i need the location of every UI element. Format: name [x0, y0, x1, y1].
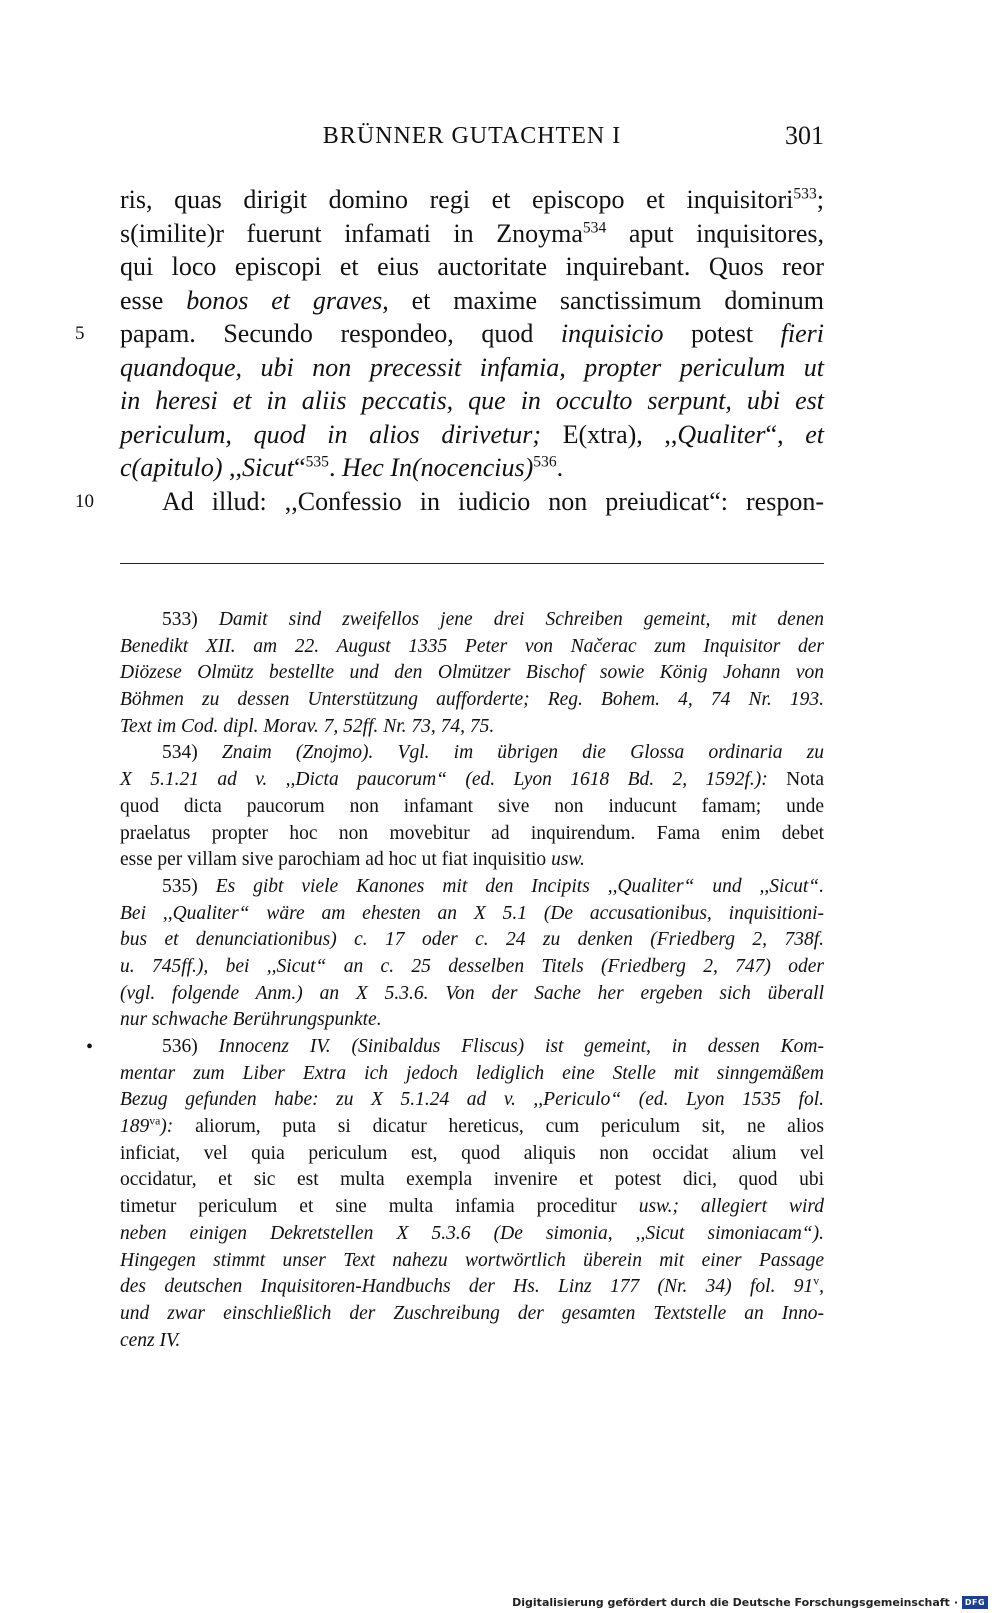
footnote-line	[86, 1034, 824, 1061]
line-number: 10	[75, 490, 94, 512]
italic-run: (vgl. folgende Anm.) an X 5.3.6. Von der Sache her ergeben sich überall	[120, 982, 824, 1004]
italic-run: mentar zum Liber Extra ich jedoch lediglich eine Stelle mit sinngemäßem	[120, 1062, 824, 1084]
italic-run: nur schwache Berührungspunkte.	[120, 1009, 382, 1031]
page-number: 301	[785, 121, 824, 150]
text-run: s(imilite)r fuerunt infamati in Znoyma	[120, 218, 583, 248]
superscript: va	[149, 1114, 161, 1128]
footnote-line	[120, 1301, 824, 1328]
text-run: timetur periculum et sine multa infamia proceditur	[120, 1196, 639, 1218]
italic-run: Znaim (Znojmo). Vgl. im übrigen die Glossa ordinaria zu	[221, 742, 824, 764]
footnote-line	[120, 1141, 824, 1168]
footnote-line	[120, 660, 824, 687]
italic-run: Hingegen stimmt unser Text nahezu wortwörtlich überein mit einer Passage	[120, 1249, 824, 1271]
italic-run: u. 745ff.), bei ,,Sicut“ an c. 25 desselben Titels (Friedberg 2, 747) oder	[120, 955, 824, 977]
italic-run: Benedikt XII. am 22. August 1335 Peter von Načerac zum Inquisitor der	[120, 635, 824, 657]
italic-run: cenz IV.	[120, 1329, 181, 1351]
text-line	[120, 418, 824, 452]
footnote-ref: 536	[533, 453, 557, 471]
text-run: 534)	[162, 742, 222, 764]
footnote-line	[120, 927, 824, 954]
italic-run: Damit sind zweifellos jene drei Schreiben gemeint, mit denen	[218, 609, 824, 630]
italic-run: ,	[819, 1276, 824, 1298]
italic-run: fieri	[780, 319, 824, 348]
text-run: .	[556, 453, 564, 482]
footnote-line	[120, 847, 824, 874]
italic-run: 189	[120, 1116, 150, 1138]
dfg-logo-icon: DFG	[962, 1596, 988, 1609]
superscript: v	[813, 1274, 820, 1288]
text-line	[120, 451, 824, 485]
italic-run: in heresi et in aliis peccatis, que in occulto serpunt, ubi est	[120, 386, 824, 415]
italic-run: Hec In(nocencius)	[341, 453, 534, 482]
text-run: Nota	[767, 769, 825, 791]
text-run: quod dicta paucorum non infamant sive non inducunt famam; unde	[120, 795, 824, 817]
italic-run: Bezug gefunden habe: zu X 5.1.24 ad v. ,,Periculo“ (ed. Lyon 1535 fol.	[120, 1089, 824, 1111]
text-run: , et maxime sanctissimum dominum	[382, 285, 824, 315]
text-run: inficiat, vel quia periculum est, quod aliquis non occidat alium vel	[120, 1142, 824, 1164]
italic-run: Innocenz IV. (Sinibaldus Fliscus) ist gemeint, in dessen Kom-	[218, 1036, 824, 1057]
text-line	[120, 183, 824, 217]
text-run: “	[294, 453, 306, 482]
footnotes	[86, 607, 825, 1354]
credit-text: Digitalisierung gefördert durch die Deutsche Forschungsgemeinschaft	[512, 1596, 950, 1609]
footnote-line	[120, 1087, 824, 1114]
text-run: esse	[120, 285, 187, 315]
text-run: ris, quas dirigit domino regi et episcopo et inquisitori	[120, 185, 794, 214]
italic-run: Text im Cod. dipl. Morav. 7, 52ff. Nr. 73, 74, 75.	[120, 715, 495, 737]
page-header	[120, 116, 824, 156]
text-line	[75, 317, 824, 351]
footnote-line	[120, 794, 824, 821]
italic-run: des deutschen Inquisitoren-Handbuchs der Hs. Linz 177 (Nr. 34) fol. 91	[120, 1276, 814, 1298]
footnote-line	[120, 1194, 824, 1221]
italic-run: c(apitulo) ,,Sicut	[120, 453, 295, 482]
italic-run: usw.; allegiert wird	[638, 1196, 825, 1218]
footnote-line	[120, 740, 824, 767]
footnote-line	[120, 714, 824, 741]
text-run: “,	[765, 419, 806, 449]
text-run: 536)	[162, 1036, 219, 1057]
italic-run: und zwar einschließlich der Zuschreibung der gesamten Textstelle an Inno-	[120, 1302, 824, 1324]
footnote-line	[120, 634, 824, 661]
italic-run: ):	[160, 1116, 174, 1138]
footnote-line	[120, 1167, 824, 1194]
text-run: Ad illud: ,,Confessio in iudicio non preiudicat“: respon-	[162, 486, 824, 516]
footnote-ref: 533	[793, 185, 817, 203]
footnote-line	[120, 1061, 824, 1088]
italic-run: neben einigen Dekretstellen X 5.3.6 (De simonia, ,,Sicut simoniacam“).	[120, 1222, 824, 1244]
credit-separator: ·	[953, 1596, 958, 1609]
italic-run: quandoque, ubi non precessit infamia, propter periculum ut	[120, 352, 824, 382]
italic-run: inquisicio	[560, 319, 664, 348]
text-run: E(xtra), ,,	[540, 419, 678, 449]
footnote-line	[120, 767, 824, 794]
footnote-separator	[120, 563, 824, 564]
italic-run: Es gibt viele Kanones mit den Incipits ,,Qualiter“ und ,,Sicut“.	[215, 875, 824, 897]
italic-run: et	[805, 419, 824, 449]
running-title: BRÜNNER GUTACHTEN I	[322, 123, 622, 149]
footnote-line	[120, 1007, 824, 1034]
text-run: praelatus propter hoc non movebitur ad inquirendum. Fama enim debet	[120, 822, 824, 844]
main-text	[75, 183, 824, 518]
text-run: papam. Secundo respondeo, quod	[120, 319, 561, 348]
footnote-line	[120, 901, 824, 928]
text-run: ;	[816, 185, 824, 214]
footnote-line	[120, 607, 824, 634]
margin-dot: •	[86, 1036, 94, 1058]
italic-run: X 5.1.21 ad v. ,,Dicta paucorum“ (ed. Lyon 1618 Bd. 2, 1592f.):	[120, 769, 768, 791]
italic-run: Bei ,,Qualiter“ wäre am ehesten an X 5.1 (De accusationibus, inquisitioni-	[120, 902, 824, 924]
text-run: 533)	[162, 609, 219, 630]
italic-run: Böhmen zu dessen Unterstützung aufforderte; Reg. Bohem. 4, 74 Nr. 193.	[120, 689, 824, 711]
text-line	[120, 384, 824, 418]
text-line	[120, 284, 824, 318]
footnote-ref: 535	[305, 453, 329, 471]
footnote-line	[120, 1114, 824, 1141]
footnote-line	[120, 821, 824, 848]
text-line	[75, 485, 824, 519]
text-line	[120, 250, 824, 284]
text-run: occidatur, et sic est multa exempla invenire et potest dici, quod ubi	[120, 1169, 824, 1191]
footnote-ref: 534	[582, 218, 607, 236]
text-run: .	[328, 453, 342, 482]
footnote-line	[120, 687, 824, 714]
text-run: aput inquisitores,	[606, 218, 824, 248]
text-line	[120, 351, 824, 385]
text-line	[120, 217, 824, 251]
italic-run: bus et denunciationibus) c. 17 oder c. 24 zu denken (Friedberg 2, 738f.	[120, 929, 824, 951]
italic-run: usw.	[551, 849, 585, 871]
digitization-credit	[512, 1596, 988, 1609]
footnote-line	[120, 1274, 824, 1301]
line-number: 5	[75, 323, 85, 344]
italic-run: bonos et graves	[186, 285, 383, 315]
italic-run: Diözese Olmütz bestellte und den Olmützer Bischof sowie König Johann von	[120, 662, 824, 684]
text-run: aliorum, puta si dicatur hereticus, cum periculum sit, ne alios	[173, 1116, 824, 1138]
text-run: qui loco episcopi et eius auctoritate inquirebant. Quos reor	[120, 252, 824, 281]
text-run: potest	[663, 319, 781, 348]
text-run: esse per villam sive parochiam ad hoc ut fiat inquisitio	[120, 849, 552, 871]
text-run: 535)	[162, 875, 216, 897]
footnote-line	[120, 1328, 824, 1355]
footnote-line	[120, 1221, 824, 1248]
footnote-line	[120, 1248, 824, 1275]
footnote-line	[120, 981, 824, 1008]
footnote-line	[120, 874, 824, 901]
italic-run: periculum, quod in alios dirivetur;	[120, 419, 541, 449]
footnote-line	[120, 954, 824, 981]
italic-run: Qualiter	[677, 419, 766, 449]
